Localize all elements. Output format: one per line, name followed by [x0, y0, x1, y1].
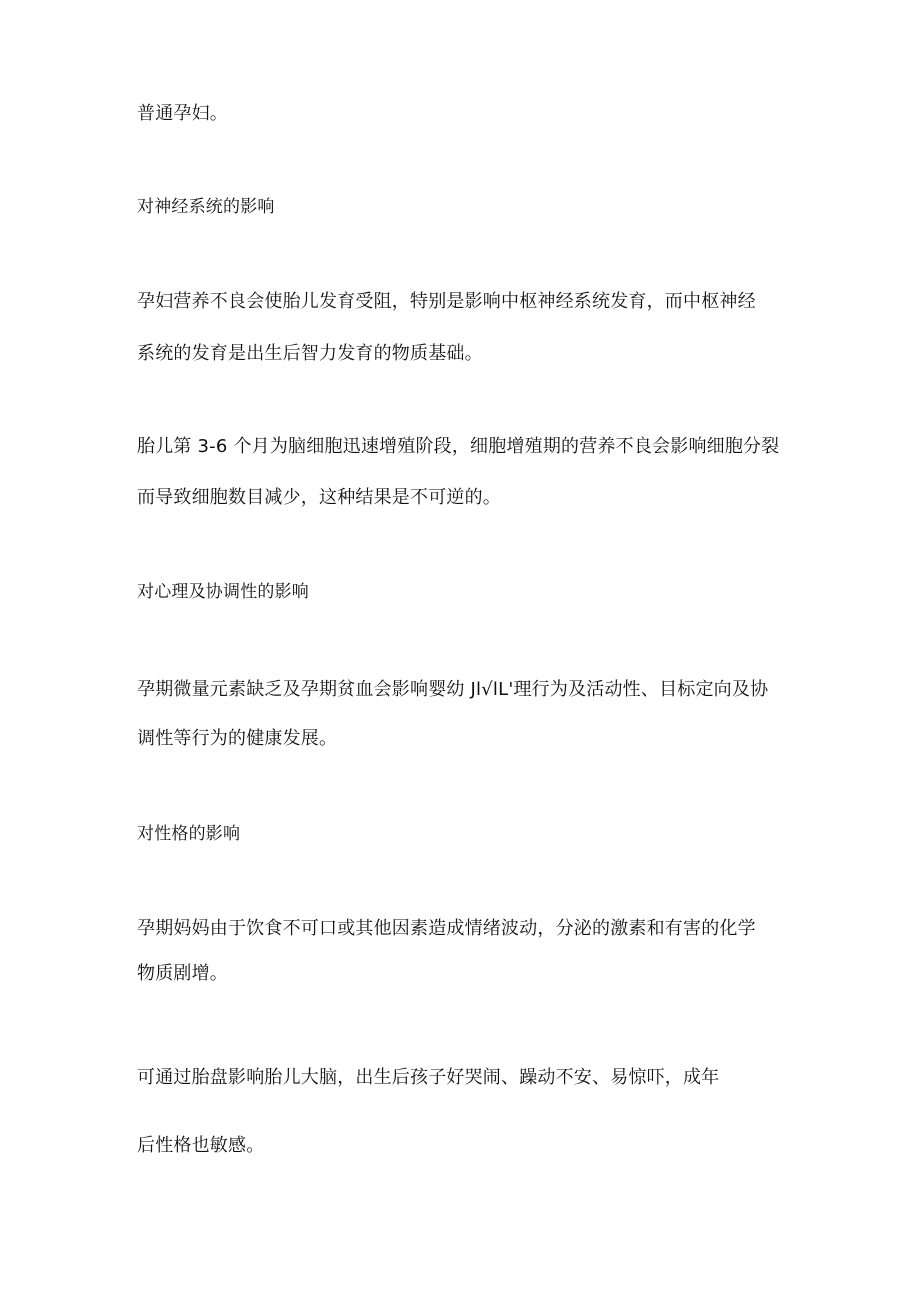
paragraph-line: 可通过胎盘影响胎儿大脑，出生后孩子好哭闹、躁动不安、易惊吓，成年 — [137, 1067, 720, 1088]
section-heading-personality: 对性格的影响 — [137, 824, 241, 844]
paragraph-line: 孕妇营养不良会使胎儿发育受阻，特别是影响中枢神经系统发育，而中枢神经 — [137, 291, 756, 312]
section-heading-nervous-system: 对神经系统的影响 — [137, 197, 275, 217]
paragraph-line: 孕期微量元素缺乏及孕期贫血会影响婴幼 Jl√lL'理行为及活动性、目标定向及协 — [137, 679, 769, 700]
paragraph-line: 而导致细胞数目减少，这种结果是不可逆的。 — [137, 487, 501, 508]
paragraph-line: 后性格也敏感。 — [137, 1135, 265, 1156]
paragraph-line: 系统的发育是出生后智力发育的物质基础。 — [137, 343, 483, 364]
intro-line: 普通孕妇。 — [137, 103, 228, 124]
paragraph-line: 胎儿第 3-6 个月为脑细胞迅速增殖阶段，细胞增殖期的营养不良会影响细胞分裂 — [137, 436, 780, 457]
paragraph-line: 孕期妈妈由于饮食不可口或其他因素造成情绪波动，分泌的激素和有害的化学 — [137, 918, 756, 939]
paragraph-line: 调性等行为的健康发展。 — [137, 728, 338, 749]
paragraph-line: 物质剧增。 — [137, 963, 228, 984]
section-heading-psychology-coordination: 对心理及协调性的影响 — [137, 582, 309, 602]
